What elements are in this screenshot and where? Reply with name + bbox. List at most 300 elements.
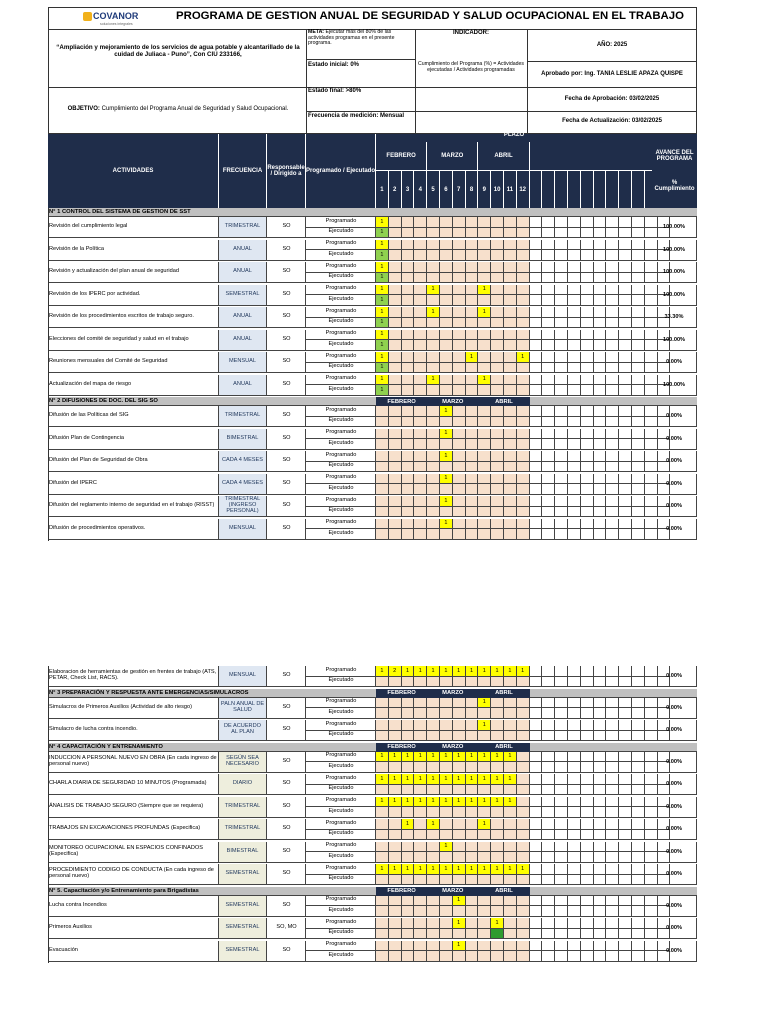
week-cell [453,951,466,962]
week-cell: 1 [453,752,466,763]
week-cell [530,708,543,719]
week-cell: 1 [466,864,479,875]
week-cell [619,496,632,507]
week-cell [440,285,453,296]
week-cell: 1 [376,797,389,808]
week-cell [402,330,415,341]
week-cell [466,830,479,841]
week-cell [440,250,453,261]
week-cell [619,677,632,688]
week-cell: 1 [414,774,427,785]
section-header-fill [530,397,697,406]
project-name: “Ampliación y mejoramiento de los servicios de agua potable y alcantarillado de la cuidad de Juliaca - Puno”, Con CIU 233166, [56,44,300,58]
week-cell [504,906,517,917]
week-cell: 1 [402,774,415,785]
week-header: 11 [504,170,517,208]
week-cell [376,474,389,485]
week-cell [594,330,607,341]
week-cell [619,731,632,742]
week-cell: 1 [478,774,491,785]
week-cell [427,451,440,462]
week-cell [427,842,440,853]
week-cell [427,941,440,952]
programado-label: Programado [306,842,376,853]
week-cell [530,666,543,677]
week-cell [568,951,581,962]
week-cell [466,273,479,284]
week-cell [594,708,607,719]
week-cell [389,307,402,318]
activity-name: Difusión del Plan de Seguridad de Obra [48,451,219,472]
week-cell [581,429,594,440]
week-cell [504,830,517,841]
week-cell [517,375,530,386]
week-cell: 1 [466,797,479,808]
week-cell [414,330,427,341]
week-cell [517,385,530,396]
week-cell [530,774,543,785]
week-cell [542,375,555,386]
section-month-marzo: MARZO [427,689,478,698]
week-cell [632,731,645,742]
week-cell [414,462,427,473]
objective: OBJETIVO: Cumplimiento del Programa Anual de Seguridad y Salud Ocupacional. [67,106,289,112]
week-cell [568,295,581,306]
week-cell [440,375,453,386]
week-cell [504,731,517,742]
week-cell [466,852,479,863]
week-cell [376,496,389,507]
week-cell [542,830,555,841]
week-cell [619,417,632,428]
week-cell [478,250,491,261]
week-cell [632,906,645,917]
week-cell [619,708,632,719]
week-cell: 1 [427,774,440,785]
activity-name: TRABAJOS EN EXCAVACIONES PROFUNDAS (Especifica) [48,819,219,840]
week-cell [478,363,491,374]
week-cell: 1 [504,797,517,808]
week-cell [478,484,491,495]
ejecutado-label: Ejecutado [306,852,376,863]
week-cell [594,307,607,318]
week-cell [594,375,607,386]
indicator-label: INDICADOR: [453,30,489,36]
week-cell [568,273,581,284]
percent-cell: 0.00% [652,406,697,427]
week-cell [478,330,491,341]
week-cell [478,295,491,306]
frequency-cell: TRIMESTRAL [219,819,267,840]
week-cell [542,731,555,742]
week-cell [427,785,440,796]
week-cell [619,340,632,351]
week-cell: 1 [376,285,389,296]
week-cell [414,363,427,374]
week-cell [440,228,453,239]
week-cell [504,677,517,688]
week-cell [389,708,402,719]
week-cell [376,762,389,773]
week-cell [453,439,466,450]
week-cell [606,762,619,773]
week-cell [581,240,594,251]
week-cell [478,228,491,239]
week-cell [453,507,466,518]
percent-cell: 0.00% [652,864,697,885]
section-month-abril: ABRIL [478,887,529,896]
week-cell [478,529,491,540]
week-cell [389,228,402,239]
week-cell [530,439,543,450]
week-cell [555,217,568,228]
week-cell [466,217,479,228]
ejecutado-label: Ejecutado [306,273,376,284]
week-cell [542,228,555,239]
week-cell [594,929,607,940]
week-cell [466,929,479,940]
percent-cell: 0.00% [652,474,697,495]
week-cell [427,896,440,907]
week-cell [530,318,543,329]
week-cell [632,698,645,709]
week-cell [594,228,607,239]
ejecutado-label: Ejecutado [306,385,376,396]
initial-state: Estado inicial: 0% [308,62,360,68]
frequency-cell: SEMESTRAL [219,285,267,306]
week-cell: 1 [402,752,415,763]
week-cell [453,295,466,306]
percent-cell: 0.00% [652,941,697,962]
week-cell [619,273,632,284]
week-cell: 1 [440,864,453,875]
week-cell [440,819,453,830]
week-cell [478,951,491,962]
plazo-header [376,134,652,208]
percent-cell: 0.00% [652,451,697,472]
week-cell: 1 [453,896,466,907]
week-header: 8 [466,170,479,208]
week-cell [619,951,632,962]
week-cell [504,240,517,251]
frequency-cell: SEMESTRAL [219,918,267,939]
week-cell [427,708,440,719]
ejecutado-label: Ejecutado [306,295,376,306]
percent-cell: 0.00% [652,429,697,450]
week-cell: 1 [466,666,479,677]
week-cell [530,830,543,841]
week-cell [491,250,504,261]
week-cell [555,496,568,507]
week-cell [581,918,594,929]
week-cell [555,797,568,808]
week-cell [376,484,389,495]
week-cell [530,273,543,284]
week-cell [427,273,440,284]
week-cell: 1 [478,375,491,386]
ejecutado-label: Ejecutado [306,417,376,428]
week-cell [581,496,594,507]
week-cell [389,731,402,742]
week-cell: 1 [440,666,453,677]
week-cell [402,941,415,952]
week-cell [466,708,479,719]
indicator-formula: Cumplimiento del Programa (%) = Actividades ejecutadas / Actividades programadas [418,61,524,73]
week-cell [440,352,453,363]
week-cell [581,785,594,796]
percent-cell: 0.00% [652,842,697,863]
week-cell [568,929,581,940]
week-cell [619,842,632,853]
week-cell [606,285,619,296]
week-cell [632,918,645,929]
week-cell [504,842,517,853]
week-cell [619,529,632,540]
week-cell [504,484,517,495]
week-cell [619,262,632,273]
week-header: 2 [389,170,402,208]
week-cell [402,385,415,396]
week-cell [504,785,517,796]
week-cell: 1 [440,474,453,485]
ejecutado-label: Ejecutado [306,250,376,261]
week-cell [606,929,619,940]
frequency-cell: TRIMESTRAL [219,406,267,427]
week-cell [453,262,466,273]
month-header-abril: ABRIL [478,142,529,170]
week-cell [581,819,594,830]
week-cell [517,318,530,329]
week-cell [389,250,402,261]
week-cell [478,474,491,485]
week-cell [568,762,581,773]
week-cell [568,484,581,495]
week-cell: 1 [478,285,491,296]
programado-label: Programado [306,797,376,808]
week-cell: 1 [376,774,389,785]
week-cell [504,417,517,428]
week-cell [402,240,415,251]
week-cell [414,807,427,818]
week-cell [581,363,594,374]
week-cell [619,519,632,530]
week-cell [632,307,645,318]
week-cell [555,731,568,742]
week-header: 9 [478,170,491,208]
week-cell [568,797,581,808]
week-cell [606,228,619,239]
week-cell [466,677,479,688]
week-cell [414,484,427,495]
ejecutado-label: Ejecutado [306,906,376,917]
week-cell: 1 [491,918,504,929]
week-cell: 1 [478,797,491,808]
week-cell [530,896,543,907]
week-cell [517,340,530,351]
week-cell [581,677,594,688]
week-cell [466,762,479,773]
week-cell [491,352,504,363]
week-cell [466,262,479,273]
week-cell [555,929,568,940]
week-cell [414,417,427,428]
week-cell [632,785,645,796]
week-cell: 1 [376,363,389,374]
week-cell [632,285,645,296]
week-cell [466,462,479,473]
week-cell [491,677,504,688]
week-cell [517,797,530,808]
week-cell [414,507,427,518]
responsible-cell: SO, MO [267,918,306,939]
week-cell [491,273,504,284]
week-cell [453,529,466,540]
week-cell [478,352,491,363]
week-cell [594,417,607,428]
week-cell [517,228,530,239]
week-cell [581,262,594,273]
week-cell [530,340,543,351]
programado-label: Programado [306,819,376,830]
week-cell [632,295,645,306]
week-cell [581,352,594,363]
week-cell [568,375,581,386]
week-cell [440,330,453,341]
week-cell [414,720,427,731]
week-cell [453,819,466,830]
week-cell [453,307,466,318]
page-title: PROGRAMA DE GESTION ANUAL DE SEGURIDAD Y SALUD OCUPACIONAL EN EL TRABAJO [176,10,684,22]
week-cell [517,785,530,796]
week-cell [619,807,632,818]
week-cell [389,273,402,284]
week-cell [491,217,504,228]
week-cell [440,307,453,318]
week-cell [581,864,594,875]
frequency-cell: CADA 4 MESES [219,451,267,472]
week-cell: 1 [389,864,402,875]
week-cell: 1 [376,752,389,763]
week-cell [427,507,440,518]
table-left-border [48,666,49,963]
week-cell [402,484,415,495]
responsible-cell: SO [267,842,306,863]
week-cell [619,896,632,907]
week-header: 12 [517,170,530,208]
week-header [542,170,555,208]
week-cell [581,451,594,462]
week-cell: 1 [427,752,440,763]
week-cell [542,677,555,688]
week-cell [402,250,415,261]
week-cell [594,474,607,485]
week-cell [517,731,530,742]
week-cell [606,731,619,742]
week-cell [427,217,440,228]
week-cell [606,417,619,428]
week-cell [542,774,555,785]
percent-cell: 100.00% [652,285,697,306]
week-cell: 1 [478,698,491,709]
week-cell [542,864,555,875]
week-cell [555,708,568,719]
week-cell [606,385,619,396]
week-cell [389,451,402,462]
week-cell [581,250,594,261]
week-cell [632,496,645,507]
programado-label: Programado [306,896,376,907]
week-cell [530,842,543,853]
section-header-fill [376,208,697,217]
week-cell [389,385,402,396]
week-cell [389,519,402,530]
week-cell [542,295,555,306]
week-cell [632,819,645,830]
week-cell: 1 [478,666,491,677]
week-cell [555,830,568,841]
week-cell [581,228,594,239]
week-cell [594,250,607,261]
week-cell [427,417,440,428]
week-cell [427,363,440,374]
week-cell [402,352,415,363]
week-cell [478,340,491,351]
week-cell [389,929,402,940]
week-cell [504,285,517,296]
week-cell [619,918,632,929]
week-cell [517,519,530,530]
week-cell [491,363,504,374]
week-cell [542,307,555,318]
week-cell [568,918,581,929]
week-cell [453,929,466,940]
week-cell [568,474,581,485]
week-cell [555,698,568,709]
week-cell [414,519,427,530]
week-header: 6 [440,170,453,208]
ejecutado-label: Ejecutado [306,951,376,962]
week-cell [517,875,530,886]
week-cell [594,875,607,886]
week-cell: 1 [466,352,479,363]
activity-name: Elaboracion de herramientas de gestión en frentes de trabajo (ATS, PETAR, Check List, RACS). [48,666,219,687]
week-cell [542,262,555,273]
week-cell [594,918,607,929]
week-cell [542,941,555,952]
week-cell: 1 [440,797,453,808]
week-cell [402,496,415,507]
week-cell [453,429,466,440]
week-cell [389,720,402,731]
week-cell [542,720,555,731]
week-cell [568,228,581,239]
week-cell [542,529,555,540]
ejecutado-label: Ejecutado [306,318,376,329]
week-cell [466,941,479,952]
responsible-cell: SO [267,720,306,741]
responsible-cell: SO [267,666,306,687]
week-cell [402,262,415,273]
week-cell [517,918,530,929]
week-cell [414,918,427,929]
percent-cell: 0.00% [652,666,697,687]
week-cell [504,698,517,709]
week-cell [491,307,504,318]
week-cell [440,830,453,841]
week-cell [402,439,415,450]
week-cell [478,896,491,907]
week-cell [606,484,619,495]
